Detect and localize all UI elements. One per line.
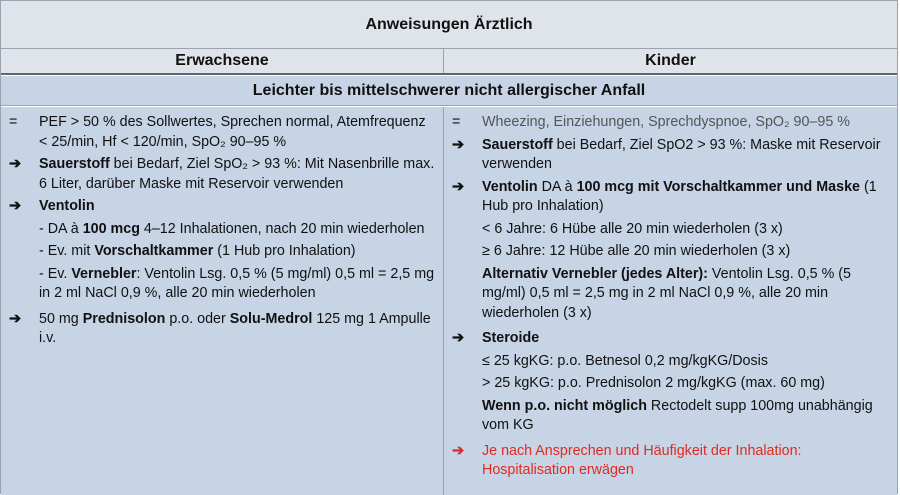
table-title — [1, 1, 897, 49]
children-ventolin-alt — [482, 265, 891, 324]
adults-ventolin-line3-pre: - Ev. — [39, 265, 72, 282]
equals-symbol: = — [452, 114, 461, 130]
adults-ventolin-line2 — [39, 242, 437, 262]
adults-oxygen-detail: bei Bedarf, Ziel SpO₂ > 93 %: Mit Nasenbrille max. 6 Liter, darüber Maske mit Reservoir verwenden — [39, 156, 435, 192]
equals-symbol: = — [9, 114, 18, 130]
adults-steroid-mid: p.o. oder — [165, 310, 230, 327]
children-steroids-content — [482, 329, 891, 439]
children-oxygen — [452, 136, 891, 175]
adults-ventolin-line3-post: : Ventolin Lsg. 0,5 % (5 mg/ml) 0,5 ml = 2,5 mg in 2 ml NaCl 0,9 %, alle 20 min wiederholen — [39, 265, 435, 301]
children-steroids — [452, 329, 891, 439]
children-criteria — [452, 113, 891, 133]
adults-ventolin-title: Ventolin — [39, 198, 95, 214]
children-ventolin-under6: < 6 Jahre: 6 Hübe alle 20 min wiederholen (3 x) — [482, 220, 783, 237]
adults-ventolin-line2-pre: - Ev. mit — [39, 243, 95, 259]
adults-ventolin-line2-bold: Vorschaltkammer — [94, 243, 214, 259]
children-ventolin-bold2: 100 mcg mit Vorschaltkammer und Maske — [576, 178, 860, 195]
children-steroids-title: Steroide — [482, 330, 540, 346]
arrow-icon: ➔ — [452, 330, 464, 346]
adults-ventolin-line1-pre: - DA à — [39, 220, 83, 237]
adults-ventolin-line1-bold: 100 mcg — [82, 220, 140, 237]
children-ventolin-content — [482, 178, 891, 327]
column-headers — [1, 49, 897, 75]
children-oxygen-text — [482, 136, 891, 175]
section-header-text: Leichter bis mittelschwerer nicht allergischer Anfall — [252, 81, 646, 99]
children-ventolin-mid: DA à — [537, 178, 577, 195]
arrow-icon: ➔ — [452, 136, 464, 153]
adults-ventolin — [9, 197, 437, 307]
section-header — [1, 76, 897, 106]
adults-steroid-bold1: Prednisolon — [82, 310, 166, 327]
children-ventolin-over6: ≥ 6 Jahre: 12 Hübe alle 20 min wiederholen (3 x) — [482, 243, 791, 259]
children-ventolin-head — [482, 178, 891, 217]
table-title-text: Anweisungen Ärztlich — [365, 15, 533, 33]
adults-ventolin-line2-post: (1 Hub pro Inhalation) — [213, 243, 356, 259]
adults-criteria-text: PEF > 50 % des Sollwertes, Sprechen normal, Atemfrequenz < 25/min, Hf < 120/min, SpO₂ 90–95 % — [39, 114, 426, 150]
arrow-icon: ➔ — [9, 156, 21, 172]
adults-criteria — [9, 113, 437, 152]
adults-steroid — [9, 310, 437, 349]
column-header-adults: Erwachsene — [1, 49, 444, 73]
arrow-icon: ➔ — [9, 198, 21, 214]
children-ventolin-alt-bold: Alternativ Vernebler (jedes Alter): — [482, 265, 708, 282]
adults-ventolin-line3 — [39, 265, 437, 304]
section-body — [1, 107, 897, 495]
adults-oxygen — [9, 155, 437, 194]
children-ventolin — [452, 178, 891, 327]
adults-oxygen-text — [39, 155, 437, 194]
column-header-children: Kinder — [645, 52, 696, 69]
children-ventolin-post: (1 Hub pro Inhalation) — [482, 178, 877, 214]
adults-ventolin-content — [39, 197, 437, 307]
adults-ventolin-line1 — [39, 220, 437, 240]
adults-oxygen-label: Sauerstoff — [39, 156, 110, 172]
adults-cell — [1, 107, 444, 495]
children-criteria-text: Wheezing, Einziehungen, Sprechdyspnoe, SpO₂ 90–95 % — [482, 114, 850, 130]
adults-steroid-text — [39, 310, 437, 349]
adults-steroid-post: 125 mg 1 Ampulle i.v. — [39, 310, 431, 346]
children-steroids-po — [482, 397, 891, 436]
adults-ventolin-line1-post: 4–12 Inhalationen, nach 20 min wiederholen — [139, 220, 425, 237]
children-oxygen-detail: bei Bedarf, Ziel SpO2 > 93 %: Maske mit Reservoir verwenden — [482, 136, 881, 172]
children-hospital-note — [452, 442, 891, 481]
arrow-icon: ➔ — [452, 178, 464, 195]
children-steroids-le25: ≤ 25 kgKG: p.o. Betnesol 0,2 mg/kgKG/Dosis — [482, 352, 768, 369]
adults-ventolin-line3-bold: Vernebler — [71, 265, 137, 282]
adults-steroid-pre: 50 mg — [39, 310, 83, 327]
children-steroids-po-bold: Wenn p.o. nicht möglich — [482, 397, 647, 414]
children-steroids-po-text: Rectodelt supp 100mg unabhängig vom KG — [482, 397, 873, 433]
children-ventolin-bold1: Ventolin — [482, 178, 538, 195]
red-arrow-icon: ➔ — [452, 442, 464, 459]
arrow-icon: ➔ — [9, 310, 21, 327]
children-steroids-gt25: > 25 kgKG: p.o. Prednisolon 2 mg/kgKG (max. 60 mg) — [482, 375, 825, 391]
children-oxygen-label: Sauerstoff — [482, 136, 553, 153]
adults-steroid-bold2: Solu-Medrol — [229, 310, 313, 327]
children-cell — [444, 107, 897, 495]
children-hospital-text: Je nach Ansprechen und Häufigkeit der Inhalation: Hospitalisation erwägen — [482, 442, 802, 478]
children-ventolin-alt-text: Ventolin Lsg. 0,5 % (5 mg/ml) 0,5 ml = 2,5 mg in 2 ml NaCl 0,9 %, alle 20 min wiederholen (3 x) — [482, 265, 851, 321]
